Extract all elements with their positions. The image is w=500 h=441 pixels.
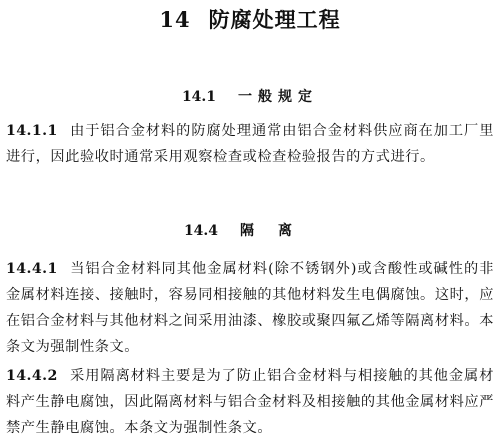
clause-number: 14.4.1 <box>6 261 58 277</box>
section-title: 隔离 <box>240 223 317 239</box>
clause-paragraph <box>6 256 494 360</box>
section-heading-general <box>0 86 500 106</box>
clause-text: 采用隔离材料主要是为了防止铝合金材料与相接触的其他金属材料产生静电腐蚀，因此隔离材料与铝合金材料及相接触的其他金属材料应严禁产生静电腐蚀。本条文为强制性条文。 <box>6 368 494 436</box>
clause-text: 由于铝合金材料的防腐处理通常由铝合金材料供应商在加工厂里进行，因此验收时通常采用观察检查或检查检验报告的方式进行。 <box>6 123 494 165</box>
clause-number: 14.1.1 <box>6 123 58 139</box>
section-heading-isolation <box>0 220 500 240</box>
section-number: 14.1 <box>181 89 217 105</box>
section-title: 一般规定 <box>238 89 319 105</box>
clause-paragraph <box>6 363 494 441</box>
chapter-number: 14 <box>159 7 191 32</box>
clause-number: 14.4.2 <box>6 368 58 384</box>
section-number: 14.4 <box>183 223 219 239</box>
clause-paragraph <box>6 118 494 170</box>
clause-text: 当铝合金材料同其他金属材料(除不锈钢外)或含酸性或碱性的非金属材料连接、接触时，容易同相接触的其他材料发生电偶腐蚀。这时，应在铝合金材料与其他材料之间采用油漆、橡胶或聚四氟乙烯等隔离材料。本条文为强制性条文。 <box>6 261 494 355</box>
chapter-title <box>0 4 500 34</box>
chapter-name: 防腐处理工程 <box>208 7 341 32</box>
